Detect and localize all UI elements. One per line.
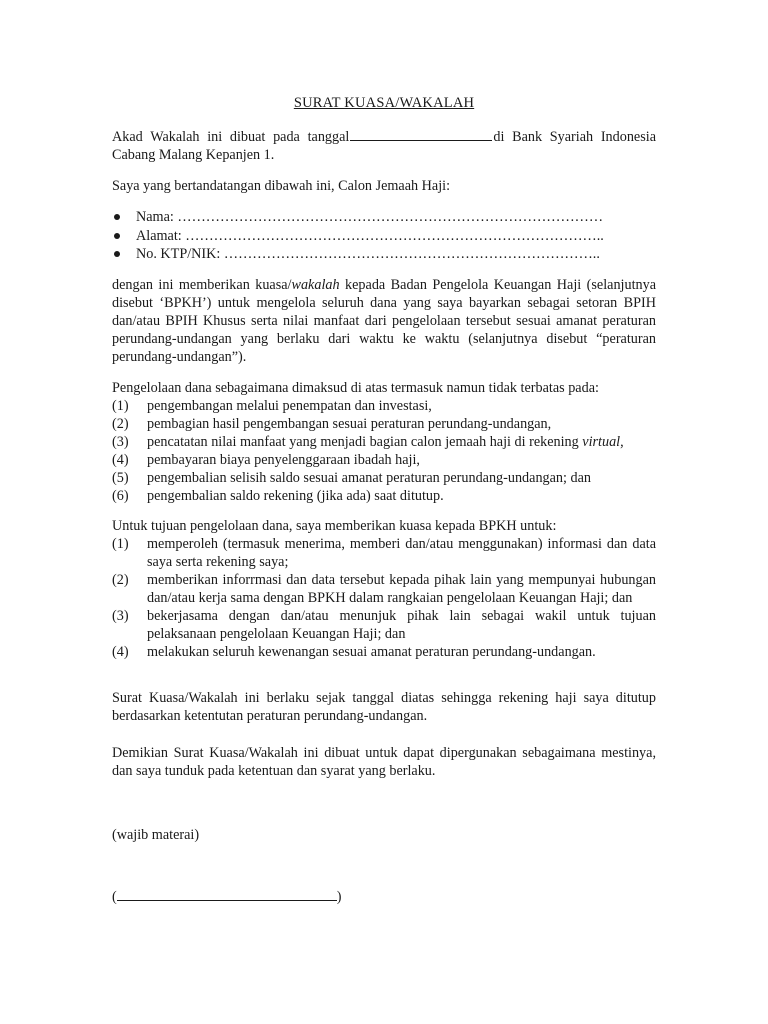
item-number: (1)	[112, 536, 129, 552]
field-dots: ……………………………………………………………………………..	[185, 227, 604, 244]
signature-line	[112, 886, 341, 906]
authority-intro: Untuk tujuan pengelolaan dana, saya memberikan kuasa kepada BPKH untuk:	[112, 518, 557, 534]
list-item-name	[112, 208, 656, 227]
signature-blank-line	[117, 886, 337, 901]
item-text: memperoleh (termasuk menerima, memberi dan/atau menggunakan) informasi dan data saya serta rekening saya;	[147, 536, 656, 570]
intro-text-before: Akad Wakalah ini dibuat pada tanggal	[112, 129, 350, 145]
signer-intro: Saya yang bertandatangan dibawah ini, Calon Jemaah Haji:	[112, 178, 451, 194]
list-item	[112, 643, 656, 661]
field-label: Alamat:	[136, 227, 186, 244]
item-text: bekerjasama dengan dan/atau menunjuk pihak lain sebagai wakil untuk tujuan pelaksanaan pengelolaan Keuangan Haji; dan	[147, 608, 656, 642]
bullet-icon	[114, 251, 120, 257]
field-dots: ……………………………………………………………………..	[223, 246, 600, 262]
list-item	[112, 607, 656, 643]
item-text: pengembalian saldo rekening (jika ada) saat ditutup.	[147, 488, 444, 504]
item-text: pengembangan melalui penempatan dan investasi,	[147, 398, 432, 414]
intro-paragraph	[112, 127, 656, 164]
field-dots: ………………………………………………………………………………	[177, 209, 603, 225]
signature-open-paren: (	[112, 889, 117, 905]
authority-list	[112, 535, 656, 661]
closing-paragraph: Demikian Surat Kuasa/Wakalah ini dibuat untuk dapat dipergunakan sebagaimana mestinya, dan saya tunduk pada ketentuan dan syarat yang berlaku.	[112, 745, 656, 779]
validity-paragraph: Surat Kuasa/Wakalah ini berlaku sejak tanggal diatas sehingga rekening haji saya ditutup berdasarkan ketentutan peraturan perundang-undangan.	[112, 690, 656, 724]
list-item	[112, 571, 656, 607]
item-number: (6)	[112, 488, 129, 504]
item-number: (3)	[112, 434, 129, 450]
list-item	[112, 487, 656, 505]
item-number: (4)	[112, 452, 129, 468]
list-item-address	[112, 227, 656, 246]
power-text-italic: wakalah	[291, 277, 340, 293]
item-text: memberikan inforrmasi dan data tersebut kepada pihak lain yang mempunyai hubungan dan/atau kerja sama dengan BPKH dalam rangkaian pengelolaan Keuangan Haji; dan	[147, 572, 656, 606]
date-blank-line	[350, 127, 492, 141]
power-paragraph	[112, 276, 656, 366]
intro-text-after: di Bank Syariah Indonesia Cabang Malang Kepanjen 1.	[112, 129, 656, 163]
page-title: SURAT KUASA/WAKALAH	[293, 95, 475, 111]
item-text: pembagian hasil pengembangan sesuai peraturan perundang-undangan,	[147, 416, 552, 432]
power-text-2: kepada Badan Pengelola Keuangan Haji (selanjutnya disebut ‘BPKH’) untuk mengelola seluruh dana yang saya bayarkan sebagai setoran BPIH dan/atau BPIH Khusus serta nilai manfaat dari pengelolaan tersebut sesuai amanat peraturan perundang-undangan yang berlaku dari waktu ke waktu (selanjutnya disebut “peraturan perundang-undangan”).	[112, 277, 656, 365]
item-text: melakukan seluruh kewenangan sesuai amanat peraturan perundang-undangan.	[147, 644, 596, 660]
item-number: (2)	[112, 572, 129, 588]
item-number: (2)	[112, 416, 129, 432]
item-text-suffix: ,	[620, 434, 624, 450]
list-item	[112, 469, 656, 487]
field-label: No. KTP/NIK:	[136, 246, 224, 262]
signature-close-paren: )	[336, 889, 342, 905]
list-item	[112, 397, 656, 415]
list-item	[112, 433, 656, 451]
list-item-ktp	[112, 245, 656, 264]
field-label: Nama:	[136, 209, 178, 225]
item-number: (3)	[112, 608, 129, 624]
stamp-note: (wajib materai)	[112, 827, 200, 843]
list-item	[112, 415, 656, 433]
power-text-1: dengan ini memberikan kuasa/	[112, 277, 292, 293]
item-number: (4)	[112, 644, 129, 660]
management-intro: Pengelolaan dana sebagaimana dimaksud di atas termasuk namun tidak terbatas pada:	[112, 380, 599, 396]
item-text: pengembalian selisih saldo sesuai amanat peraturan perundang-undangan; dan	[147, 470, 591, 486]
item-number: (1)	[112, 398, 129, 414]
list-item	[112, 535, 656, 571]
item-text-italic: virtual	[582, 434, 621, 450]
management-list	[112, 397, 656, 505]
bullet-icon	[114, 214, 120, 220]
identity-fields-list	[112, 208, 656, 264]
item-text: pembayaran biaya penyelenggaraan ibadah haji,	[147, 452, 420, 468]
item-number: (5)	[112, 470, 129, 486]
item-text: pencatatan nilai manfaat yang menjadi bagian calon jemaah haji di rekening	[147, 434, 583, 450]
bullet-icon	[114, 233, 120, 239]
list-item	[112, 451, 656, 469]
